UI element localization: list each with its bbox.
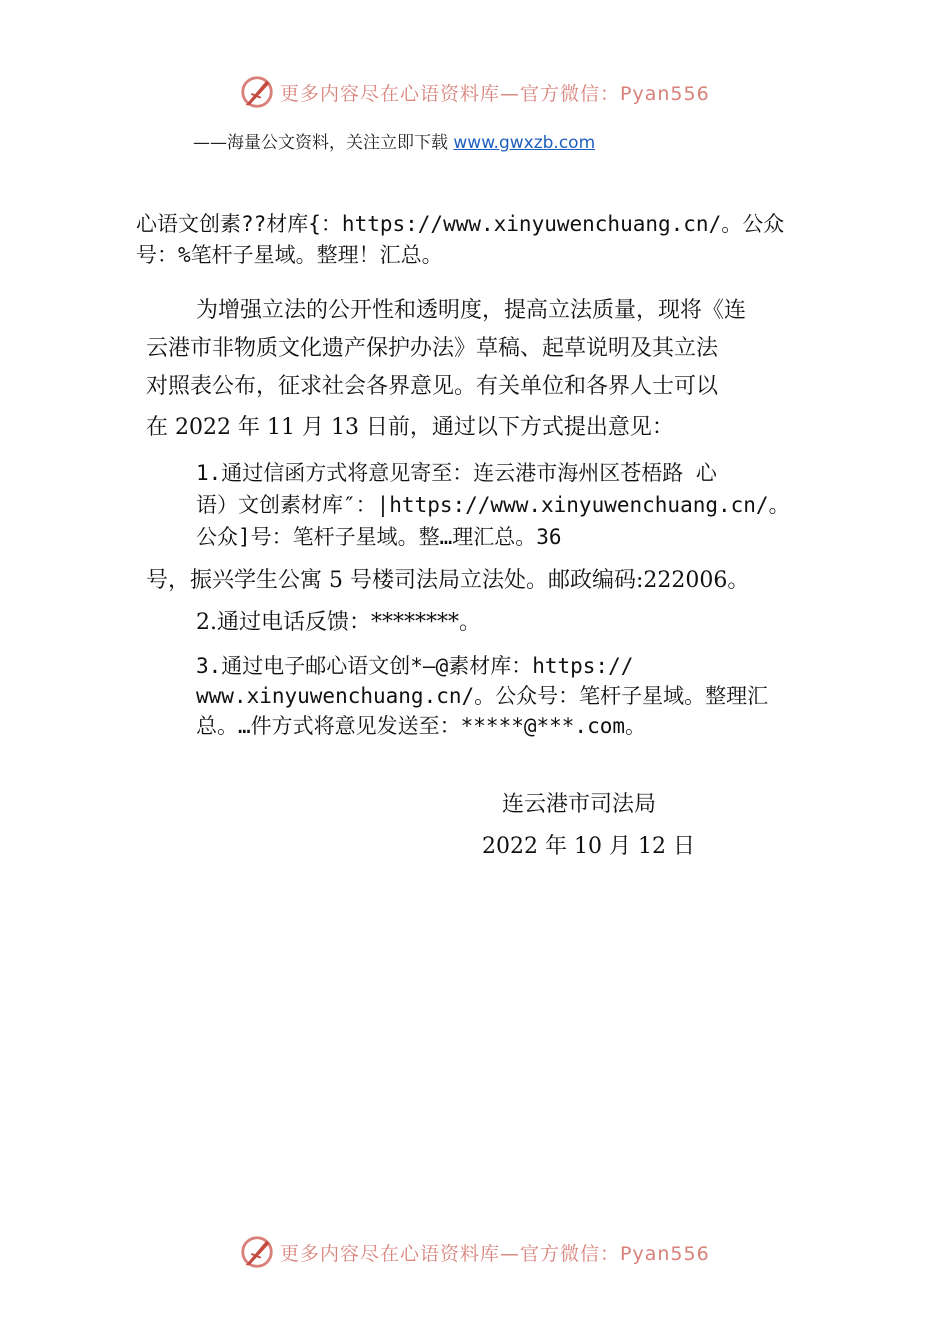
gwxzb-link[interactable]: www.gwxzb.com	[453, 133, 596, 153]
intro-line-1: 心语文创素??材库{：https://www.xinyuwenchuang.cn/。公众	[136, 212, 785, 236]
header-subline	[193, 128, 595, 153]
item-1-line-4: 号，振兴学生公寓 5 号楼司法局立法处。邮政编码:222006。	[146, 568, 750, 593]
header-banner	[238, 72, 710, 112]
intro-line-2: 号：%笔杆子星域。整理！汇总。	[136, 243, 443, 267]
footer-banner-text	[280, 1239, 710, 1266]
item-1-line-2: 语）文创素材库″：|https://www.xinyuwenchuang.cn/。	[196, 493, 790, 517]
item-3-line-3: 总。…件方式将意见发送至：*****@***.com。	[196, 714, 647, 738]
paragraph-1-line-1: 为增强立法的公开性和透明度，提高立法质量，现将《连	[196, 298, 747, 323]
paragraph-1-line-2: 云港市非物质文化遗产保护办法》草稿、起草说明及其立法	[146, 336, 719, 361]
item-1-line-3: 公众]号：笔杆子星域。整…理汇总。36	[196, 525, 562, 549]
quill-logo-icon	[238, 73, 276, 111]
paragraph-1-line-4: 在 2022 年 11 月 13 日前，通过以下方式提出意见：	[146, 415, 674, 440]
quill-logo-icon	[238, 1233, 276, 1271]
footer-banner-wechat: Pyan556	[620, 1242, 710, 1265]
header-subline-text: ——海量公文资料，关注立即下载	[193, 133, 454, 153]
header-banner-label: 更多内容尽在心语资料库—官方微信：	[280, 82, 621, 105]
signature-org: 连云港市司法局	[502, 792, 657, 817]
header-banner-text	[280, 79, 710, 106]
header-banner-wechat: Pyan556	[620, 82, 710, 105]
signature-date: 2022 年 10 月 12 日	[482, 834, 695, 859]
item-3-line-2: www.xinyuwenchuang.cn/。公众号：笔杆子星域。整理汇	[196, 684, 769, 708]
footer-banner	[238, 1232, 710, 1272]
item-1-line-1: 1.通过信函方式将意见寄至：连云港市海州区苍梧路 心	[196, 461, 717, 485]
footer-banner-label: 更多内容尽在心语资料库—官方微信：	[280, 1242, 621, 1265]
item-3-line-1: 3.通过电子邮心语文创*—@素材库：https://	[196, 654, 634, 678]
item-2-line-1: 2.通过电话反馈：********。	[196, 610, 481, 635]
paragraph-1-line-3: 对照表公布，征求社会各界意见。有关单位和各界人士可以	[146, 374, 719, 399]
